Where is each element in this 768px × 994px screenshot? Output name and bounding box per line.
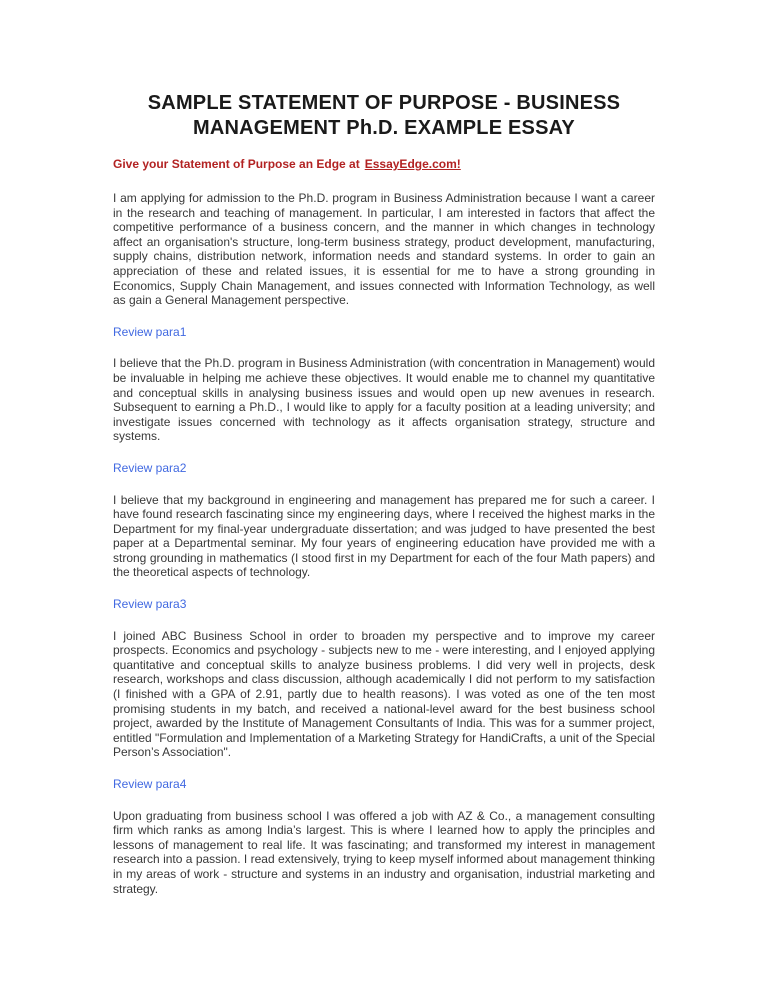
review-para1-link[interactable]: Review para1 bbox=[113, 324, 187, 339]
review-para4-link[interactable]: Review para4 bbox=[113, 777, 187, 791]
essay-paragraph-5: Upon graduating from business school I was offered a job with AZ & Co., a management consulting firm which ranks as among India’s largest. This is where I learned how to apply the principles and lessons of management to real life. It was fascinating; and transformed my interest in management research into a passion. I read extensively, trying to keep myself informed about management thinking in my areas of work - structure and systems in an industry and organisation, industrial marketing and strategy. bbox=[113, 808, 655, 896]
essay-paragraph-2: I believe that the Ph.D. program in Business Administration (with concentration in Management) would be invaluable in helping me achieve these objectives. It would enable me to channel my quantitative and conceptual skills in analysing business issues and would open up new avenues in research. Subsequent to earning a Ph.D., I would like to apply for a faculty position at a leading university; and investigate issues concerned with technology as it affects organisation strategy, structure and systems. bbox=[113, 356, 655, 444]
essayedge-link[interactable]: EssayEdge.com! bbox=[364, 157, 461, 171]
tagline-text: Give your Statement of Purpose an Edge at bbox=[113, 157, 360, 171]
review-para3-link[interactable]: Review para3 bbox=[113, 597, 187, 612]
review-para2-link[interactable]: Review para2 bbox=[113, 460, 187, 475]
essay-paragraph-1: I am applying for admission to the Ph.D. program in Business Administration because I want a career in the research and teaching of management. In particular, I am interested in factors that affect the competitive performance of a business concern, and the manner in which changes in technology affect an organisation's structure, long-term business strategy, product development, manufacturing, supply chains, distribution network, information needs and standard systems. In order to gain an appreciation of these and related issues, it is essential for me to have a strong grounding in Economics, Supply Chain Management, and issues connected with Information Technology, as well as gain a General Management perspective. bbox=[113, 191, 655, 308]
page-title-line-2: MANAGEMENT Ph.D. EXAMPLE ESSAY bbox=[193, 117, 575, 139]
essay-paragraph-3: I believe that my background in engineering and management has prepared me for such a career. I have found research fascinating since my engineering days, where I received the highest marks in the Department for my final-year undergraduate dissertation; and was judged to have presented the best paper at a Departmental seminar. My four years of engineering education have provided me with a strong grounding in mathematics (I stood first in my Department for each of the four Math papers) and the theoretical aspects of technology. bbox=[113, 492, 655, 580]
page-title bbox=[113, 91, 655, 141]
page-title-line-1: SAMPLE STATEMENT OF PURPOSE - BUSINESS bbox=[147, 92, 621, 114]
tagline bbox=[113, 157, 655, 172]
essay-paragraph-4: I joined ABC Business School in order to broaden my perspective and to improve my career prospects. Economics and psychology - subjects new to me - were interesting, and I enjoyed applying quantitative and conceptual skills to analyze business problems. I did very well in projects, desk research, workshops and class discussion, although academically I did not perform to my satisfaction (I finished with a GPA of 2.91, partly due to health reasons). I was voted as one of the ten most promising students in my batch, and received a national-level award for the best business school project, awarded by the Institute of Management Consultants of India. This was for a summer project, entitled "Formulation and Implementation of a Marketing Strategy for HandiCrafts, a unit of the Special Person’s Association". bbox=[113, 628, 655, 760]
